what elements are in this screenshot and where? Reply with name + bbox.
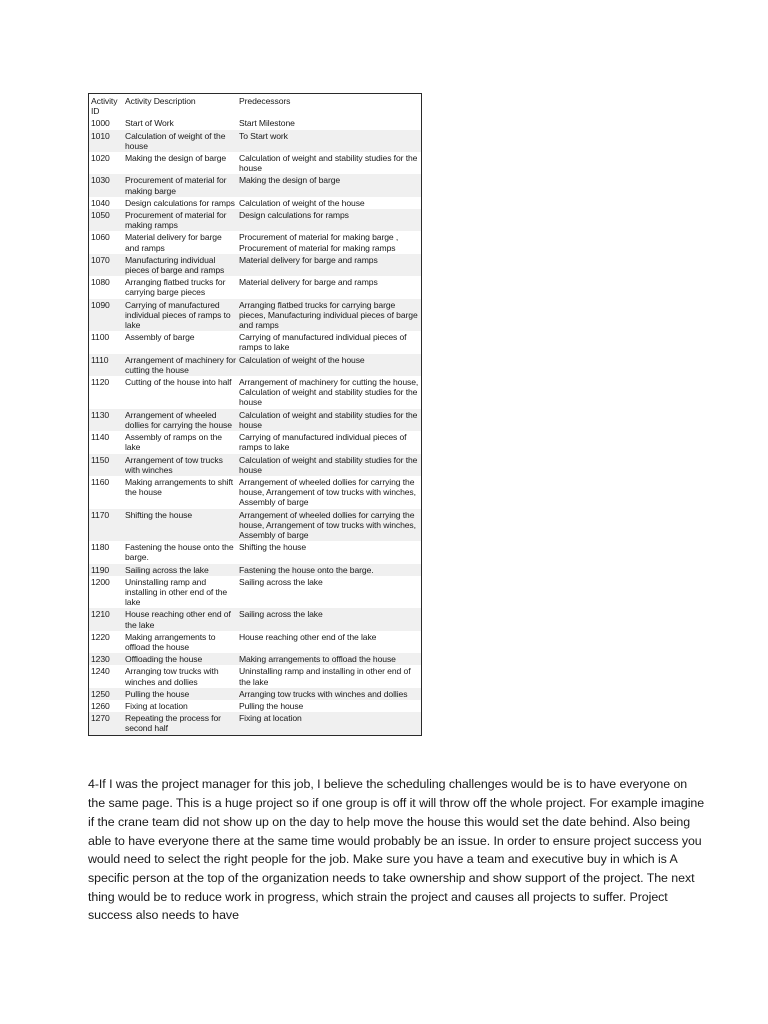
cell-predecessors: Calculation of weight and stability studies for the house: [239, 153, 418, 174]
table-row: [89, 576, 421, 609]
cell-predecessors: Calculation of weight of the house: [239, 197, 365, 208]
cell-predecessors: Arrangement of wheeled dollies for carrying the house, Arrangement of tow trucks with winches, Assembly of barge: [239, 476, 416, 508]
cell-predecessors: Shifting the house: [239, 542, 307, 553]
cell-activity-description: Cutting of the house into half: [125, 377, 232, 388]
cell-activity-description: Manufacturing individual pieces of barge and ramps: [125, 254, 225, 276]
cell-activity-description: Arrangement of tow trucks with winches: [125, 454, 223, 475]
cell-activity-id: 1190: [91, 564, 110, 575]
cell-activity-description: Arranging flatbed trucks for carrying barge pieces: [125, 277, 226, 298]
cell-predecessors: Arranging flatbed trucks for carrying barge pieces, Manufacturing individual pieces of barge and ramps: [239, 299, 418, 331]
cell-activity-description: Arranging tow trucks with winches and dollies: [125, 666, 219, 687]
cell-predecessors: Arranging tow trucks with winches and dollies: [239, 688, 408, 699]
table-row: [89, 174, 421, 196]
cell-activity-id: 1110: [91, 354, 109, 365]
cell-activity-description: Making arrangements to offload the house: [125, 631, 216, 652]
table-row: [89, 299, 421, 332]
activity-table-frame: [88, 93, 422, 736]
cell-activity-id: 1030: [91, 175, 110, 186]
cell-activity-description: Procurement of material for making ramps: [125, 210, 227, 231]
cell-activity-description: Procurement of material for making barge: [125, 175, 227, 196]
table-row: [89, 276, 421, 298]
cell-activity-id: 1140: [91, 432, 110, 443]
cell-predecessors: Calculation of weight and stability studies for the house: [239, 409, 418, 430]
table-body: [89, 117, 421, 734]
cell-predecessors: Making arrangements to offload the house: [239, 654, 396, 665]
cell-activity-description: Making the design of barge: [125, 153, 227, 164]
cell-activity-id: 1260: [91, 700, 110, 711]
table-row: [89, 454, 421, 476]
cell-activity-id: 1000: [91, 118, 110, 129]
cell-activity-description: Assembly of ramps on the lake: [125, 432, 222, 453]
cell-activity-description: Repeating the process for second half: [125, 713, 221, 734]
header-activity-description: Activity Description: [125, 96, 196, 106]
table-row: [89, 688, 421, 700]
table-row: [89, 354, 421, 376]
table-row: [89, 712, 421, 734]
cell-predecessors: Uninstalling ramp and installing in other end of the lake: [239, 666, 411, 687]
cell-predecessors: Start Milestone: [239, 118, 295, 129]
cell-activity-id: 1020: [91, 153, 110, 164]
table-row: [89, 231, 421, 253]
table-row: [89, 130, 421, 152]
cell-activity-id: 1170: [91, 509, 110, 520]
header-predecessors: Predecessors: [239, 96, 291, 106]
cell-activity-id: 1250: [91, 688, 110, 699]
cell-activity-description: Design calculations for ramps: [125, 197, 235, 208]
table-row: [89, 331, 421, 353]
cell-activity-description: Making arrangements to shift the house: [125, 476, 234, 498]
cell-predecessors: Carrying of manufactured individual pieces of ramps to lake: [239, 432, 407, 453]
cell-predecessors: Arrangement of machinery for cutting the house, Calculation of weight and stability studies for the house: [239, 377, 419, 408]
cell-activity-id: 1240: [91, 666, 110, 677]
cell-activity-id: 1070: [91, 254, 110, 265]
table-row: [89, 431, 421, 453]
cell-activity-id: 1270: [91, 713, 110, 724]
cell-predecessors: Carrying of manufactured individual pieces of ramps to lake: [239, 332, 407, 353]
table-row: [89, 476, 421, 509]
cell-activity-id: 1210: [91, 609, 110, 620]
cell-activity-description: Arrangement of wheeled dollies for carrying the house: [125, 409, 232, 430]
cell-predecessors: Procurement of material for making barge , Procurement of material for making ramps: [239, 232, 399, 253]
cell-activity-id: 1230: [91, 654, 110, 665]
cell-activity-description: Assembly of barge: [125, 332, 195, 343]
cell-activity-description: Shifting the house: [125, 509, 193, 520]
cell-predecessors: Design calculations for ramps: [239, 210, 349, 221]
cell-activity-description: Carrying of manufactured individual pieces of ramps to lake: [125, 299, 231, 331]
cell-activity-id: 1050: [91, 210, 110, 221]
table-row: [89, 209, 421, 231]
cell-activity-id: 1040: [91, 197, 110, 208]
cell-activity-id: 1120: [91, 377, 110, 388]
cell-predecessors: Arrangement of wheeled dollies for carrying the house, Arrangement of tow trucks with winches, Assembly of barge: [239, 509, 416, 540]
table-row: [89, 117, 421, 129]
cell-activity-description: Fixing at location: [125, 700, 188, 711]
cell-predecessors: Making the design of barge: [239, 175, 341, 186]
cell-activity-description: Uninstalling ramp and installing in other end of the lake: [125, 576, 228, 608]
table-row: [89, 564, 421, 576]
table-row: [89, 509, 421, 542]
cell-predecessors: Calculation of weight and stability studies for the house: [239, 454, 418, 475]
table-row: [89, 254, 421, 276]
cell-predecessors: House reaching other end of the lake: [239, 631, 377, 642]
cell-activity-id: 1060: [91, 232, 110, 243]
cell-predecessors: Sailing across the lake: [239, 609, 323, 620]
cell-predecessors: Material delivery for barge and ramps: [239, 254, 378, 265]
cell-activity-description: Offloading the house: [125, 654, 203, 665]
table-row: [89, 608, 421, 630]
cell-predecessors: Fastening the house onto the barge.: [239, 564, 374, 575]
cell-predecessors: To Start work: [239, 130, 288, 141]
cell-predecessors: Material delivery for barge and ramps: [239, 277, 378, 288]
cell-activity-description: House reaching other end of the lake: [125, 609, 231, 630]
table-row: [89, 376, 421, 409]
table-row: [89, 541, 421, 563]
cell-activity-id: 1100: [91, 332, 110, 343]
cell-activity-id: 1150: [91, 454, 110, 465]
cell-activity-id: 1130: [91, 409, 110, 420]
cell-activity-description: Material delivery for barge and ramps: [125, 232, 222, 253]
cell-activity-id: 1160: [91, 476, 110, 487]
activity-table: [89, 94, 421, 735]
cell-activity-description: Pulling the house: [125, 688, 190, 699]
table-row: [89, 197, 421, 209]
table-row: [89, 700, 421, 712]
cell-activity-id: 1010: [91, 130, 110, 141]
cell-activity-description: Arrangement of machinery for cutting the house: [125, 354, 236, 375]
cell-activity-description: Start of Work: [125, 118, 174, 129]
cell-activity-id: 1090: [91, 299, 110, 310]
cell-activity-id: 1200: [91, 576, 110, 587]
table-row: [89, 665, 421, 687]
cell-activity-description: Sailing across the lake: [125, 564, 209, 575]
cell-activity-description: Calculation of weight of the house: [125, 130, 226, 151]
header-activity-id: Activity ID: [91, 96, 118, 117]
table-row: [89, 409, 421, 431]
table-row: [89, 653, 421, 665]
table-header-row: [89, 94, 421, 117]
cell-activity-id: 1180: [91, 542, 110, 553]
essay-paragraph: 4-If I was the project manager for this job, I believe the scheduling challenges would be is to have everyone on the same page. This is a huge project so if one group is off it will throw off the whole project. For example imagine if the crane team did not show up on the day to help move the house this would set the date behind. Also being able to have everyone there at the same time would probably be an issue. In order to ensure project success you would need to select the right people for the job. Make sure you have a team and executive buy in which is A specific person at the top of the organization needs to take ownership and show support of the project. The next thing would be to reduce work in progress, which strain the project and causes all projects to suffer. Project success also needs to have: [88, 777, 705, 923]
cell-activity-id: 1080: [91, 277, 110, 288]
cell-activity-id: 1220: [91, 631, 110, 642]
cell-predecessors: Pulling the house: [239, 700, 304, 711]
cell-predecessors: Sailing across the lake: [239, 576, 323, 587]
cell-predecessors: Calculation of weight of the house: [239, 354, 365, 365]
cell-predecessors: Fixing at location: [239, 713, 302, 724]
table-row: [89, 631, 421, 653]
cell-activity-description: Fastening the house onto the barge.: [125, 542, 234, 563]
table-row: [89, 152, 421, 174]
